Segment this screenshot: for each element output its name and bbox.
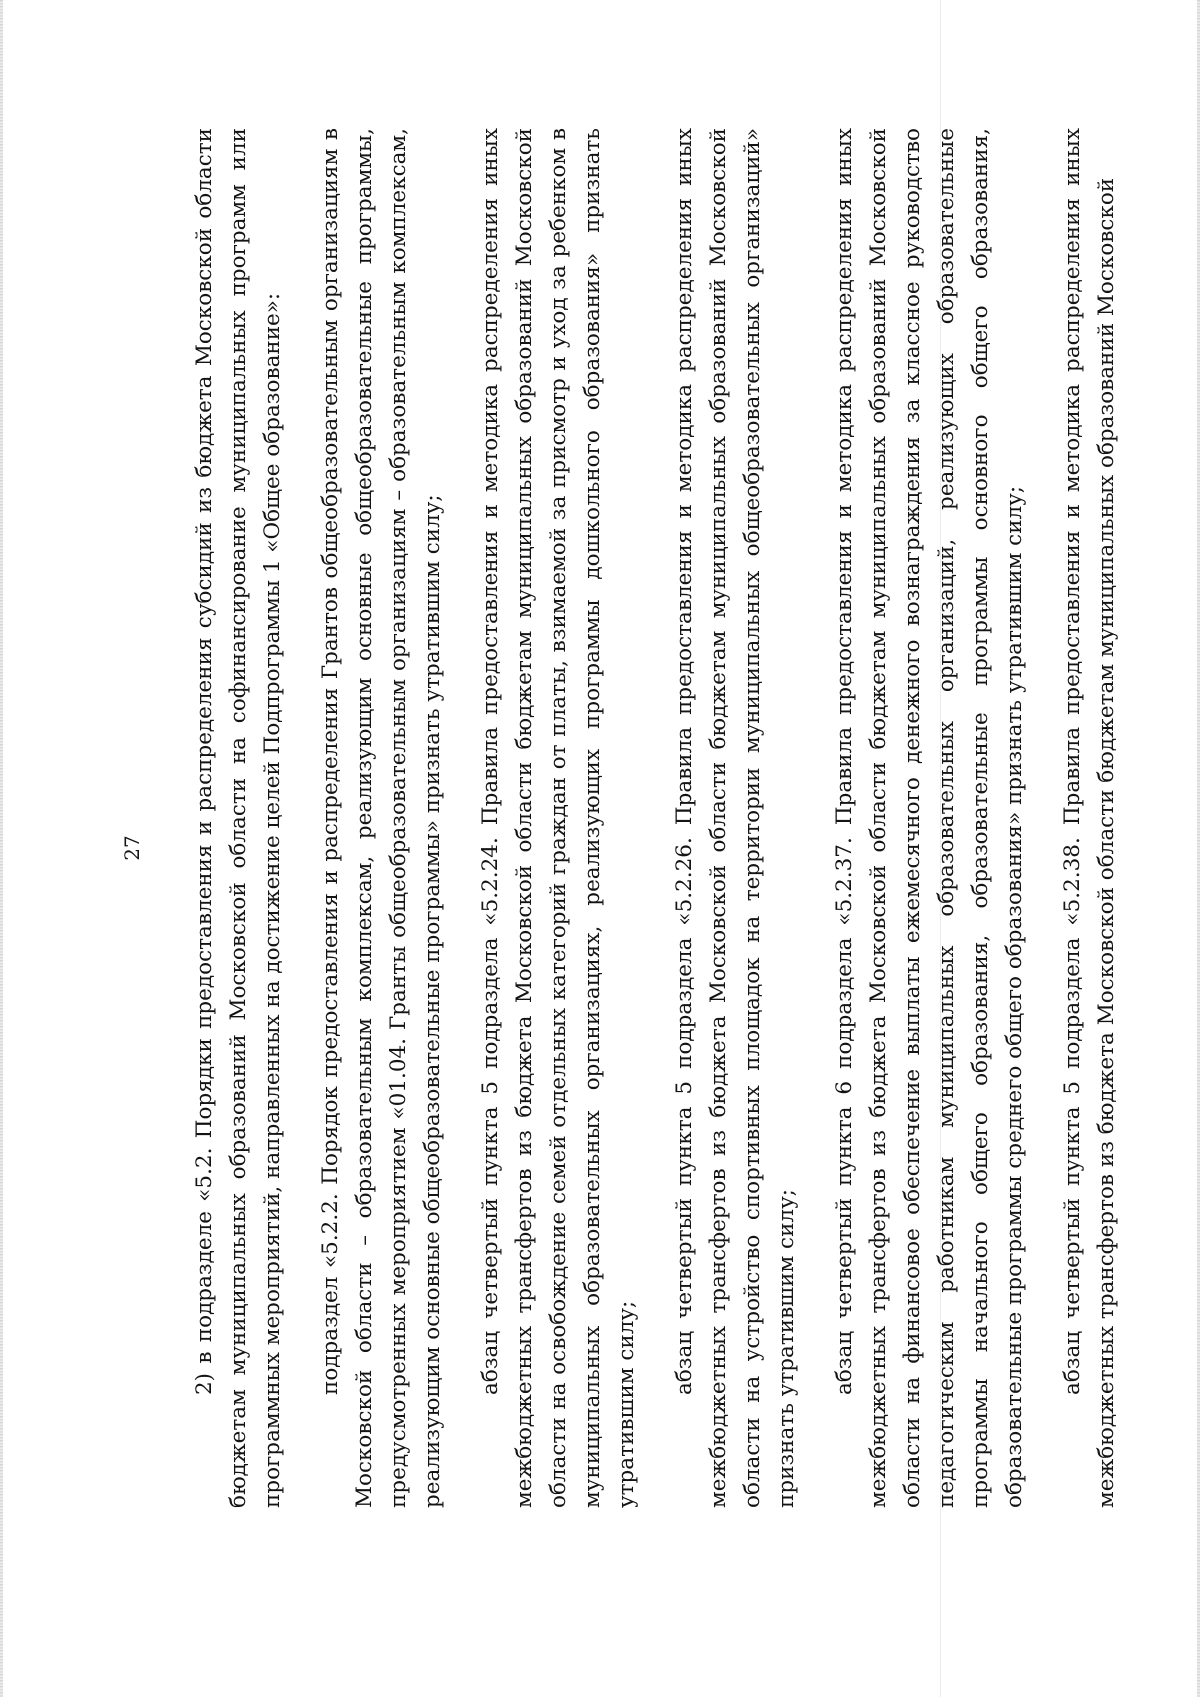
scan-edge-left [0,0,3,1697]
document-page [120,68,1119,1628]
paragraph-subsection-5-2: 2) в подразделе «5.2. Порядки предоставления и распределения субсидий из бюджета Московской области бюджетам муниципальных образований Московской области на софинансирование муниципальных программ или программных мероприятий, направленных на достижение целей Подпрограммы 1 «Общее образование»: [192,128,285,1508]
paragraph-subsection-5-2-37: абзац четвертый пункта 6 подраздела «5.2.37. Правила предоставления и методика распределения иных межбюджетных трансфертов из бюджета Московской области бюджетам муниципальных образований Московской области на финансовое обеспечение выплаты ежемесячного денежного вознаграждения за классное руководство педагогическим работникам муниципальных образовательных организаций, реализующих образовательные программы начального общего образования, образовательные программы основного общего образования, образовательные программы среднего общего образования» признать утратившим силу; [832,128,1027,1508]
paragraph-subsection-5-2-24: абзац четвертый пункта 5 подраздела «5.2.24. Правила предоставления и методика распределения иных межбюджетных трансфертов из бюджета Московской области бюджетам муниципальных образований Московской области на освобождение семей отдельных категорий граждан от платы, взимаемой за присмотр и уход за ребенком в муниципальных образовательных организациях, реализующих программы дошкольного образования» признать утратившим силу; [478,128,639,1508]
paragraph-subsection-5-2-2: подраздел «5.2.2. Порядок предоставления и распределения Грантов общеобразовательным организациям в Московской области – образовательным комплексам, реализующим основные общеобразовательные программы, предусмотренных мероприятием «01.04. Гранты общеобразовательным организациям – образовательным комплексам, реализующим основные общеобразовательные программы» признать утратившим силу; [318,128,445,1508]
page-number: 27 [120,835,144,861]
paragraph-subsection-5-2-26: абзац четвертый пункта 5 подраздела «5.2.26. Правила предоставления и методика распределения иных межбюджетных трансфертов из бюджета Московской области бюджетам муниципальных образований Московской области на устройство спортивных площадок на территории муниципальных общеобразовательных организаций» признать утратившим силу; [672,128,799,1508]
document-body [188,128,1148,1508]
paragraph-subsection-5-2-38: абзац четвертый пункта 5 подраздела «5.2.38. Правила предоставления и методика распределения иных межбюджетных трансфертов из бюджета Московской области бюджетам муниципальных образований Московской [1060,128,1119,1508]
